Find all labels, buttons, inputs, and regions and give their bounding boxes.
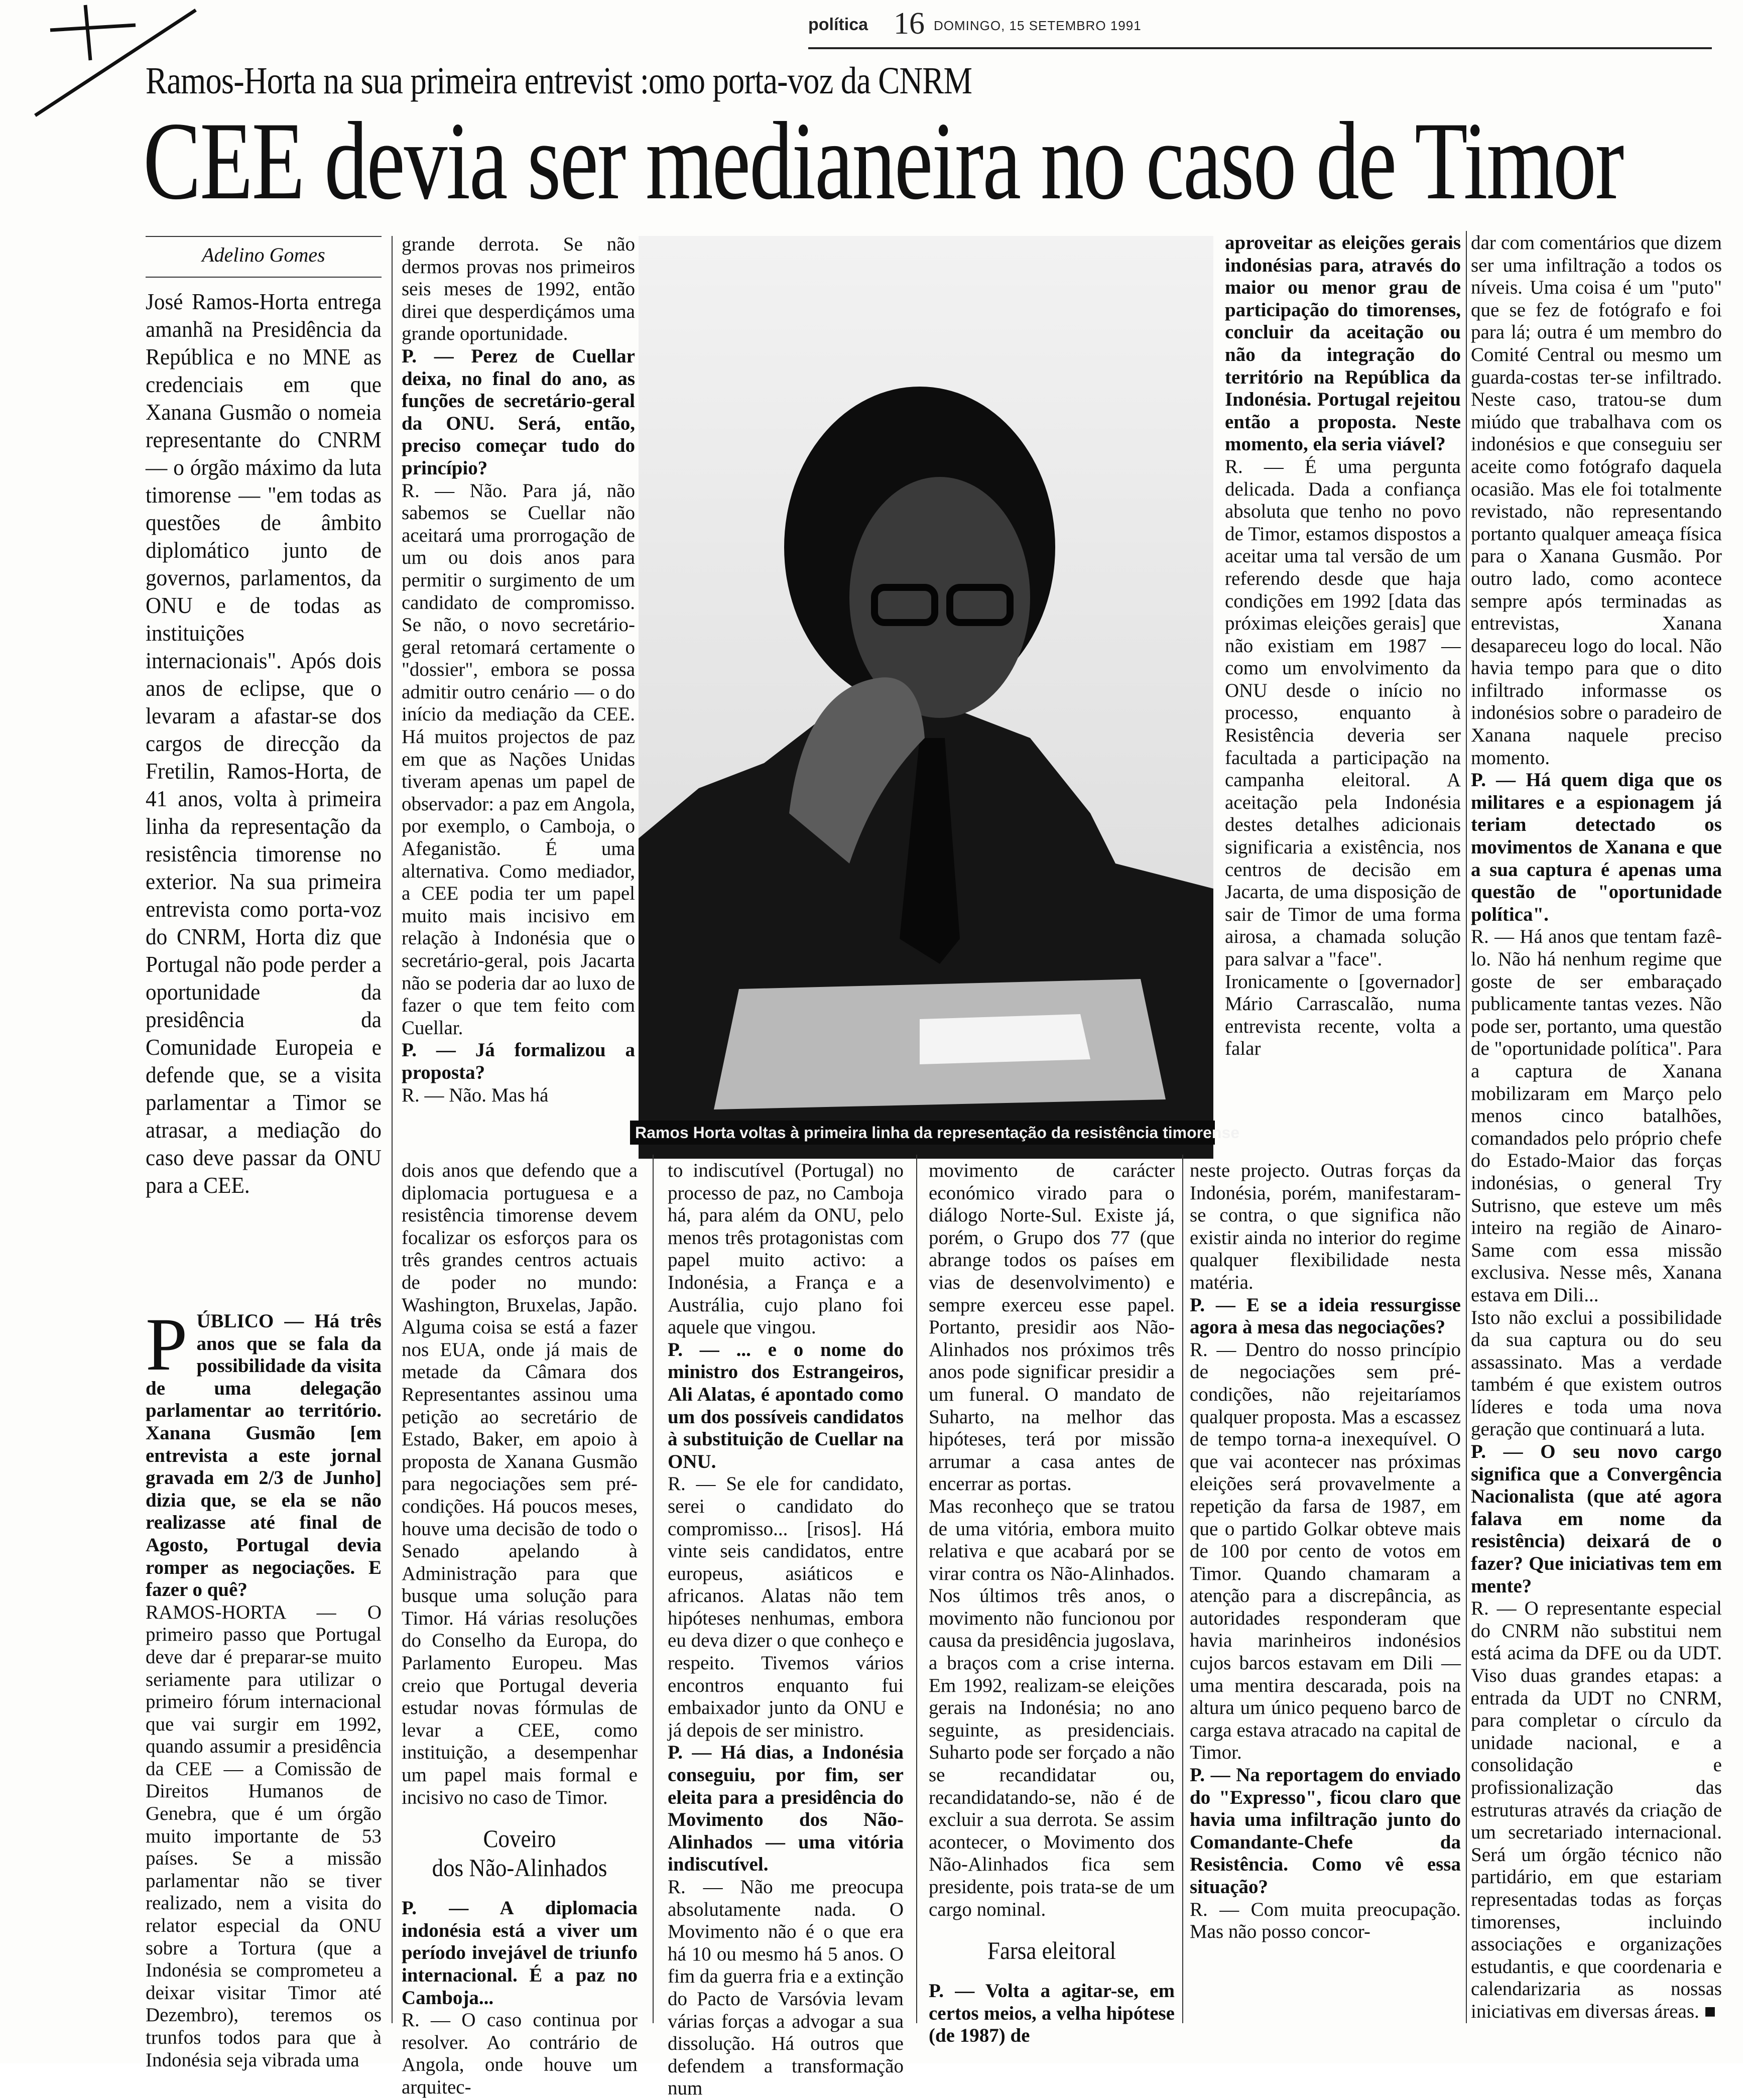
- paragraph: grande derrota. Se não dermos provas nos primeiros seis meses de 1992, então direi que desperdiçámos uma grande oportunidade.: [402, 233, 635, 345]
- paragraph: dois anos que defendo que a diplomacia portuguesa e a resistência timorense devem focalizar os esforços para os três grandes centros actuais de poder no mundo: Washington, Bruxelas, Japão. Alguma coisa se está a fazer nos EUA, onde já mais de metade da Câmara dos Representantes assinou uma petição ao secretário de Estado, Baker, em apoio à proposta de Xanana Gusmão para negociações sem pré-condições. Há poucos meses, houve uma decisão de todo o Senado apelando à Administração para que busque uma solução para Timor. Há várias resoluções do Conselho da Europa, do Parlamento Europeu. Mas creio que Portugal deveria estudar novas fórmulas de levar a CEE, como instituição, a desempenhar um papel mais formal e incisivo no caso de Timor.: [402, 1160, 638, 1808]
- headline: CEE devia ser medianeira no caso de Timor: [143, 99, 1623, 223]
- portrait-photo: [639, 236, 1213, 1159]
- column-rule: [392, 236, 393, 2023]
- article-column-lower-2: [402, 1160, 638, 2099]
- lower4b-block: [929, 1980, 1175, 2047]
- interview-question: P. — Na reportagem do enviado do "Expresso", ficou claro que havia uma infiltração junto do Comandante-Chefe da Resistência. Como vê essa situação?: [1190, 1764, 1461, 1898]
- page-number: 16: [894, 7, 925, 41]
- paragraph: to indiscutível (Portugal) no processo de paz, no Camboja há, para além da ONU, pelo menos três protagonistas com papel muito activo: a Indonésia, a França e a Austrália, cujo plano foi aquele que vingou.: [668, 1160, 904, 1338]
- subhead-line: dos Não-Alinhados: [432, 1854, 607, 1882]
- interview-question: P. — O seu novo cargo significa que a Convergência Nacionalista (que até agora falava em nome da resistência) deixará de o fazer? Que iniciativas tem em mente?: [1471, 1441, 1722, 1597]
- paragraph: R. — Não. Mas há: [402, 1084, 549, 1106]
- paragraph: Ironicamente o [governador] Mário Carrascalão, numa entrevista recente, volta a falar: [1225, 970, 1461, 1060]
- section-name: política: [808, 15, 868, 34]
- paragraph: R. — Não. Para já, não sabemos se Cuellar não aceitará uma prorrogação de um ou dois anos para permitir o surgimento de um candidato de compromisso. Se não, o novo secretário-geral retomará certamente o "dossier", embora se possa admitir outro cenário — o do início da mediação da CEE. Há muitos projectos de paz em que as Nações Unidas tiveram apenas um papel de observador: a paz em Angola, por exemplo, o Camboja, o Afeganistão. É uma alternativa. Como mediador, a CEE podia ter um papel muito mais incisivo em relação à Indonésia que o secretário-geral, pois Jacarta não se poderia dar ao luxo de fazer o que tem feito com Cuellar.: [402, 479, 635, 1039]
- lower2b-block: [402, 1897, 638, 2098]
- running-head: [808, 7, 1752, 46]
- lede-column: [146, 236, 382, 1199]
- paragraph: R. — Não me preocupa absolutamente nada. O Movimento não é o que era há 10 ou mesmo há 5 anos. O fim da guerra fria e a extinção do Pacto de Varsóvia levam várias forças a advogar a sua dissolução. Há outros que defendem a transformação num: [668, 1876, 904, 2099]
- paragraph: dar com comentários que dizem ser uma infiltração a todos os níveis. Uma coisa é um "puto" que se fez de fotógrafo e foi para lá; outra é um membro do Comité Central ou mesmo um guarda-costas ter-se infiltrado. Neste caso, tratou-se dum miúdo que trabalhava com os indonésios e que conseguiu ser aceite como fotógrafo daquela ocasião. Mas ele foi totalmente revistado, não representando portanto qualquer ameaça física para o Xanana Gusmão. Por outro lado, como acontece sempre após terminadas as entrevistas, Xanana desapareceu logo do local. Não havia tempo para que o dito infiltrado informasse os indonésios sobre o paradeiro de Xanana naquele preciso momento.: [1471, 232, 1722, 769]
- paragraph: Mas reconheço que se tratou de uma vitória, embora muito relativa e que acabará por se virar contra os Não-Alinhados. Nos últimos três anos, o movimento não funcionou por causa da presidência jugoslava, a braços com a crise interna. Em 1992, realizam-se eleições gerais na Indonésia; no ano seguinte, as presidenciais. Suharto pode ser forçado a não se recandidatar ou, recandidatando-se, não é de excluir a sua derrota. Se assim acontecer, o Movimento dos Não-Alinhados fica sem presidente, pois trata-se de um cargo nominal.: [929, 1495, 1175, 1920]
- article-column-lower-3: [668, 1160, 904, 2100]
- photo-caption: Ramos Horta voltas à primeira linha da representação da resistência timorense: [630, 1121, 1215, 1145]
- interview-question: P. — E se a ideia ressurgisse agora à mesa das negociações?: [1190, 1294, 1461, 1338]
- issue-date: DOMINGO, 15 SETEMBRO 1991: [934, 18, 1142, 33]
- byline: Adelino Gomes: [146, 236, 382, 278]
- column-rule: [1466, 231, 1467, 2023]
- drop-cap: P: [146, 1303, 188, 1386]
- interview-question: P. — Há quem diga que os militares e a espionagem já teriam detectado os movimentos de Xanana e que a sua captura é apenas uma questão de "oportunidade política".: [1471, 769, 1722, 925]
- article-column-5: [1225, 232, 1461, 1060]
- column-rule: [916, 1155, 917, 2023]
- opening-question: ÚBLICO — Há três anos que se fala da possibilidade da visita de uma delegação parlamentar ao território. Xanana Gusmão [em entrevista a este jornal gravada em 2/3 de Junho] dizia que, se ela se não realizasse até final de Agosto, Portugal devia romper as negociações. E fazer o quê?: [146, 1310, 382, 1601]
- interview-question: P. — ... e o nome do ministro dos Estrangeiros, Ali Alatas, é apontado como um dos possíveis candidatos à substituição de Cuellar na ONU.: [668, 1338, 904, 1472]
- article-column-2: [402, 233, 635, 1106]
- kicker: Ramos-Horta na sua primeira entrevist :omo porta-voz da CNRM: [146, 60, 972, 102]
- column-rule: [1182, 1155, 1183, 2023]
- paragraph: neste projecto. Outras forças da Indonésia, porém, manifestaram-se contra, o que significa não existir ainda no interior do regime qualquer flexibilidade nesta matéria.: [1190, 1160, 1461, 1293]
- paragraph: Isto não exclui a possibilidade da sua captura ou do seu assassinato. Mas a verdade também é que existem outros líderes e toda uma nova geração que continuará a luta.: [1471, 1306, 1722, 1440]
- article-column-lower-5: [1190, 1160, 1461, 1943]
- column-rule: [653, 1155, 654, 2023]
- lede-text: José Ramos-Horta entrega amanhã na Presidência da República e no MNE as credenciais em que Xanana Gusmão o nomeia representante do CNRM — o órgão máximo da luta timorense — "em todas as questões de âmbito diplomático junto de governos, parlamentos, da ONU e de todas as instituições internacionais". Após dois anos de eclipse, que o levaram a afastar-se dos cargos de direcção da Fretilin, Ramos-Horta, de 41 anos, volta à primeira linha da representação da resistência timorense no exterior. Na sua primeira entrevista como porta-voz do CNRM, Horta diz que Portugal não pode perder a oportunidade da presidência da Comunidade Europeia e defende que, se a visita parlamentar a Timor se atrasar, a mediação do caso deve passar da ONU para a CEE.: [146, 288, 382, 1198]
- paragraph: R. — O representante especial do CNRM não substitui nem está acima da DFE ou da UDT. Viso duas grandes etapas: a entrada da UDT no CNRM, para completar o círculo da unidade nacional, e a consolidação e profissionalização das estruturas através da criação de um secretariado internacional. Será um órgão técnico não partidário, em que estariam representadas todas as forças timorenses, incluindo associações e organizações estudantis, e que coordenaria e calendarizaria as nossas iniciativas em diversas áreas. ■: [1471, 1597, 1722, 2022]
- paragraph: R. — O caso continua por resolver. Ao contrário de Angola, onde houve um arquitec-: [402, 2009, 638, 2098]
- interview-question: P. — Volta a agitar-se, em certos meios, a velha hipótese (de 1987) de: [929, 1980, 1175, 2047]
- paragraph: R. — Dentro do nosso princípio de negociações sem pré-condições, não rejeitaríamos qualquer proposta. Mas a escassez de tempo torna-a inexequível. O que vai acontecer nas próximas eleições será provavelmente a repetição da farsa de 1987, em que o partido Golkar obteve mais de 100 por cento de votos em Timor. Quando chamaram a atenção para a discrepância, as autoridades responderam que havia marinheiros indonésios cujos barcos estavam em Dili — uma mentira descarada, pois na altura um único pequeno barco de carga estava atracado na capital de Timor.: [1190, 1338, 1461, 1764]
- opening-answer: RAMOS-HORTA — O primeiro passo que Portugal deve dar é preparar-se muito seriamente para utilizar o primeiro fórum internacional que vai surgir em 1992, quando assumir a presidência da CEE — a Comissão de Direitos Humanos de Genebra, que é um órgão muito importante de 53 países. Se a missão parlamentar não se tiver realizado, nem a visita do relator especial da ONU sobre a Tortura (que a Indonésia se comprometeu a deixar visitar Timor até Dezembro), teremos os trunfos todos para que à Indonésia seja vibrada uma: [146, 1601, 382, 2071]
- interview-question: P. — A diplomacia indonésia está a viver um período invejável de triunfo internacional. É a paz no Camboja...: [402, 1897, 638, 2009]
- paragraph: R. — Se ele for candidato, serei o candidato do compromisso... [risos]. Há vinte seis candidatos, entre europeus, asiáticos e africanos. Alatas não tem hipóteses nenhumas, embora eu deva dizer o que conheço e respeito. Tivemos vários encontros enquanto fui embaixador junto da ONU e já depois de ser ministro.: [668, 1473, 904, 1741]
- interview-question: P. — Há dias, a Indonésia conseguiu, por fim, ser eleita para a presidência do Movimento dos Não-Alinhados — uma vitória indiscutível.: [668, 1742, 904, 1876]
- paragraph: R. — É uma pergunta delicada. Dada a confiança absoluta que tenho no povo de Timor, estamos dispostos a aceitar uma tal versão de um referendo desde que haja condições em 1992 [data das próximas eleições gerais] que não existiam em 1987 — como um envolvimento da ONU desde o início no processo, enquanto à Resistência deveria ser facultada a participação na campanha eleitoral. A aceitação pela Indonésia destes detalhes adicionais significaria a existência, nos centros de decisão em Jacarta, de uma disposição de sair de Timor de uma forma airosa, a chamada solução para salvar a "face".: [1225, 455, 1461, 970]
- interview-question: P. — Perez de Cuellar deixa, no final do ano, as funções de secretário-geral da ONU. Será, então, preciso começar tudo do princípio?: [402, 345, 635, 479]
- paragraph: R. — Há anos que tentam fazê-lo. Não há nenhum regime que goste de ser embaraçado publicamente tantas vezes. Não pode ser, portanto, uma questão de "oportunidade política". Para a captura de Xanana mobilizaram em Março pelo menos cinco batalhões, comandados pelo próprio chefe do Estado-Maior das forças indonésias, o general Try Sutrisno, que esteve um mês inteiro na região de Ainaro-Same com essa missão exclusiva. Nesse mês, Xanana estava em Dili...: [1471, 926, 1722, 1306]
- subhead-line: Coveiro: [483, 1824, 556, 1853]
- lower4-block: [929, 1160, 1175, 1921]
- paragraph: R. — Com muita preocupação. Mas não posso concor-: [1190, 1898, 1461, 1943]
- header-rule: [808, 47, 1712, 49]
- interview-question: aproveitar as eleições gerais indonésias para, através do maior ou menor grau de participação do timorenses, concluir da aceitação ou não da integração do território na República da Indonésia. Portugal rejeitou então a proposta. Neste momento, ela seria viável?: [1225, 232, 1461, 455]
- subhead-coveiro: [414, 1824, 626, 1882]
- subhead-farsa: Farsa eleitoral: [987, 1936, 1116, 1965]
- article-column-6: [1471, 232, 1722, 2023]
- interview-question: P. — Já formalizou a proposta?: [402, 1039, 635, 1083]
- article-column-lower-4: [929, 1160, 1175, 2047]
- paragraph: movimento de carácter económico virado para o diálogo Norte-Sul. Existe já, porém, o Grupo dos 77 (que abrange todos os países em vias de desenvolvimento) e sempre exerceu esse papel. Portanto, presidir aos Não-Alinhados nos próximos três anos pode significar presidir a um funeral. O mandato de Suharto, na melhor das hipóteses, terá por missão arrumar a casa antes de encerrar as portas.: [929, 1160, 1175, 1495]
- interview-opening: [146, 1303, 382, 2071]
